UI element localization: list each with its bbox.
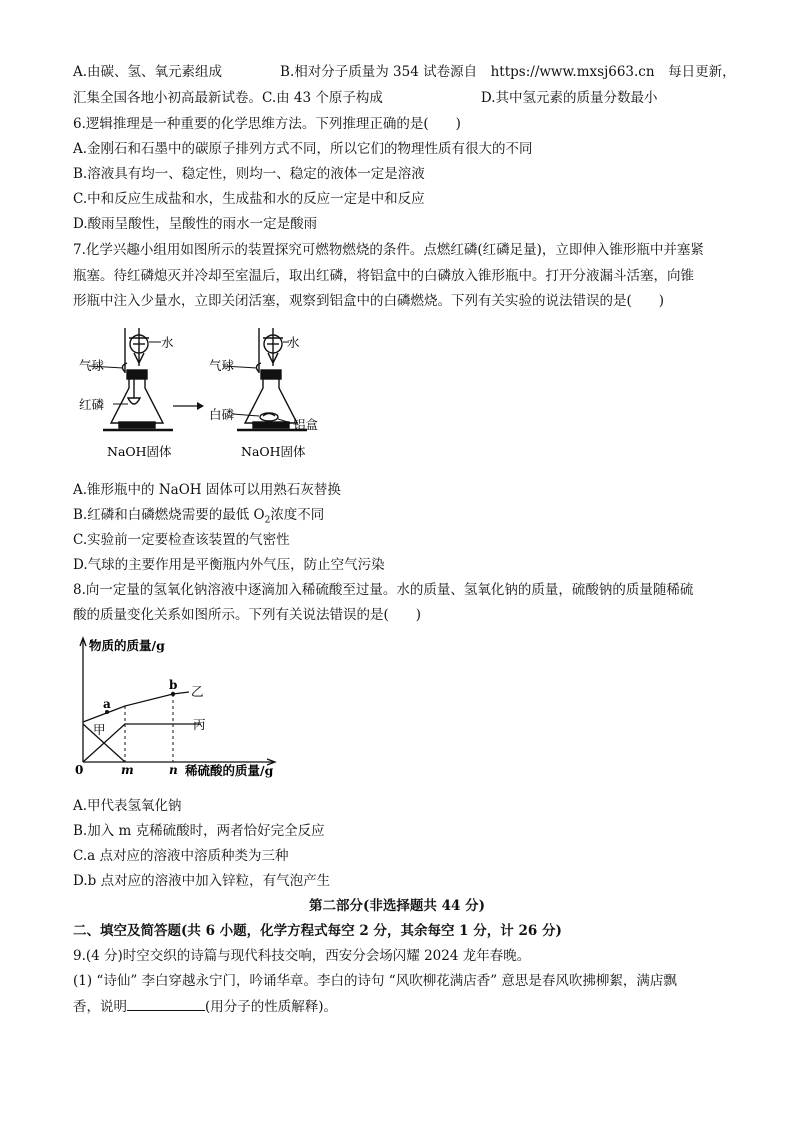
tick-0: 0 (75, 763, 84, 777)
q8-chart (73, 632, 293, 782)
series-bing-label: 丙 (193, 717, 206, 732)
q5-option-b: B.相对分子质量为 354 试卷源自 https://www.mxsj663.cn 每日更新， (280, 64, 736, 80)
q6-option-b: B.溶液具有均一、稳定性，则均一、稳定的液体一定是溶液 (73, 166, 425, 182)
point-a-label: a (103, 697, 111, 711)
q8-option-d: D.b 点对应的溶液中加入锌粒，有气泡产生 (73, 873, 331, 889)
q7-option-d: D.气球的主要作用是平衡瓶内外气压，防止空气污染 (73, 557, 385, 573)
q7-stem-line2: 瓶塞。待红磷熄灭并冷却至室温后，取出红磷，将铝盒中的白磷放入锥形瓶中。打开分液漏斗活塞，向锥 (73, 268, 694, 284)
q5-option-d: D.其中氢元素的质量分数最小 (480, 90, 658, 106)
point-b (171, 692, 175, 696)
q8-stem-line1: 8.向一定量的氢氧化钠溶液中逐滴加入稀硫酸至过量。水的质量、氢氧化钠的质量，硫酸钠的质量随稀硫 (73, 582, 694, 598)
q9-part1-line2: 香，说明 (用分子的性质解释)。 (73, 996, 337, 1017)
x-axis-label: 稀硫酸的质量/g (185, 763, 274, 778)
q5-options-line2 (73, 88, 658, 108)
part2-heading: 第二部分(非选择题共 44 分) (309, 898, 485, 914)
right-water-label: 水 (287, 335, 300, 350)
series-yi-label: 乙 (191, 684, 204, 699)
left-solid-label: NaOH固体 (107, 444, 172, 459)
tick-m: m (121, 763, 134, 777)
right-phosphorus-label: 白磷 (209, 407, 235, 422)
point-b-label: b (169, 678, 178, 692)
answer-blank[interactable] (127, 996, 205, 1011)
q5-option-a: A.由碳、氢、氧元素组成 (73, 64, 223, 80)
q7-option-c: C.实验前一定要检查该装置的气密性 (73, 532, 290, 548)
subscript-2: 2 (264, 515, 271, 526)
q8-option-c: C.a 点对应的溶液中溶质种类为三种 (73, 848, 289, 864)
left-balloon-label: 气球 (79, 358, 105, 373)
q8-option-a: A.甲代表氢氧化钠 (73, 798, 182, 814)
q7-stem-line3: 形瓶中注入少量水，立即关闭活塞，观察到铝盒中的白磷燃烧。下列有关实验的说法错误的是( ) (73, 293, 665, 309)
right-balloon-label: 气球 (209, 358, 235, 373)
q7-option-b: B.红磷和白磷燃烧需要的最低 $O_2$浓度不同 (73, 507, 325, 526)
left-water-label: 水 (161, 335, 174, 350)
q6-option-c: C.中和反应生成盐和水，生成盐和水的反应一定是中和反应 (73, 191, 425, 207)
q9-stem: 9.(4 分)时空交织的诗篇与现代科技交响，西安分会场闪耀 2024 龙年春晚。 (73, 948, 531, 964)
q8-option-b: B.加入 m 克稀硫酸时，两者恰好完全反应 (73, 823, 325, 839)
arrow-icon (173, 402, 204, 410)
right-box-label: 铝盒 (293, 417, 319, 432)
q7-stem-line1: 7.化学兴趣小组用如图所示的装置探究可燃物燃烧的条件。点燃红磷(红磷足量)，立即伸入锥形瓶中并塞紧 (73, 242, 704, 258)
q8-stem-line2: 酸的质量变化关系如图所示。下列有关说法错误的是( ) (73, 607, 422, 623)
q7-apparatus-figure (73, 318, 333, 468)
section-heading: 二、填空及简答题(共 6 小题，化学方程式每空 2 分，其余每空 1 分，计 26 分) (73, 923, 562, 939)
q5-option-c: 汇集全国各地小初高最新试卷。C.由 43 个原子构成 (73, 90, 383, 106)
q9-part1-line1: (1) “诗仙” 李白穿越永宁门，吟诵华章。李白的诗句 “风吹柳花满店香” 意思是春风吹拂柳絮，满店飘 (73, 973, 677, 989)
q6-stem: 6.逻辑推理是一种重要的化学思维方法。下列推理正确的是( ) (73, 116, 461, 132)
q6-option-d: D.酸雨呈酸性，呈酸性的雨水一定是酸雨 (73, 216, 318, 232)
left-phosphorus-label: 红磷 (79, 397, 105, 412)
q6-option-a: A.金刚石和石墨中的碳原子排列方式不同，所以它们的物理性质有很大的不同 (73, 141, 533, 157)
right-solid-label: NaOH固体 (241, 444, 306, 459)
series-jia-label: 甲 (93, 722, 106, 737)
y-axis-label: 物质的质量/g (89, 638, 165, 653)
q5-options-line1 (73, 62, 736, 82)
q7-option-a: A.锥形瓶中的 NaOH 固体可以用熟石灰替换 (73, 482, 341, 498)
tick-n: n (169, 763, 178, 777)
